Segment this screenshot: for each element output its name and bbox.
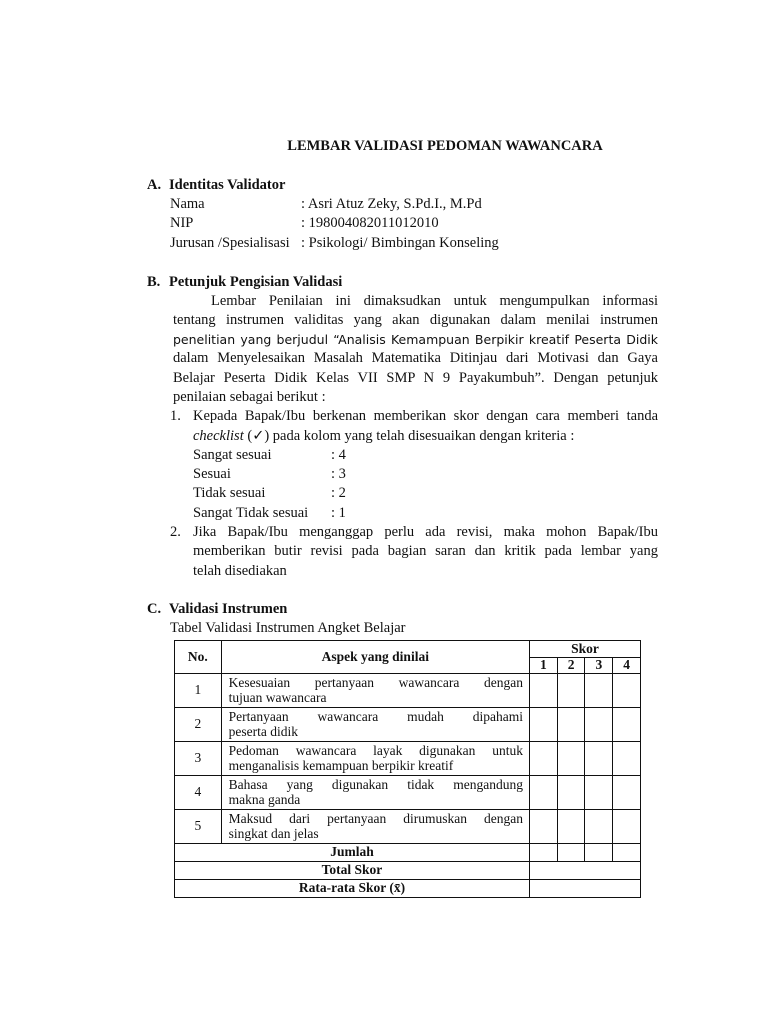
jumlah-cell-2[interactable]	[557, 844, 585, 862]
section-a-letter: A.	[147, 177, 162, 193]
item-2-line-1: Jika Bapak/Ibu menganggap perlu ada revisi, maka mohon Bapak/Ibu	[193, 524, 658, 540]
score-cell-1[interactable]	[529, 810, 557, 844]
row-aspect	[221, 708, 529, 742]
table-row	[175, 674, 641, 708]
table-caption: Tabel Validasi Instrumen Angket Belajar	[170, 620, 406, 636]
criteria-row	[193, 446, 346, 466]
table-row	[175, 742, 641, 776]
total-value-cell[interactable]	[529, 862, 640, 880]
row-number: 5	[175, 810, 222, 844]
score-cell-3[interactable]	[585, 810, 613, 844]
row-aspect-line-2: peserta didik	[228, 723, 299, 739]
header-aspek: Aspek yang dinilai	[221, 641, 529, 674]
jumlah-label: Jumlah	[175, 844, 530, 862]
row-number: 1	[175, 674, 222, 708]
score-cell-3[interactable]	[585, 708, 613, 742]
item-2-line-3: telah disediakan	[193, 563, 287, 579]
score-cell-2[interactable]	[557, 708, 585, 742]
row-aspect	[221, 742, 529, 776]
score-cell-4[interactable]	[613, 742, 641, 776]
table-row	[175, 810, 641, 844]
validator-name-value: : Asri Atuz Zeky, S.Pd.I., M.Pd	[301, 196, 482, 212]
validator-jurusan-label: Jurusan /Spesialisasi	[170, 235, 290, 251]
header-skor-4: 4	[613, 658, 641, 674]
table-row	[175, 708, 641, 742]
section-b-letter: B.	[147, 274, 161, 290]
score-cell-2[interactable]	[557, 742, 585, 776]
item-2-number: 2.	[170, 524, 181, 540]
row-aspect-line-2: makna ganda	[228, 791, 301, 807]
score-cell-2[interactable]	[557, 776, 585, 810]
paragraph-line-2: tentang instrumen validitas yang akan digunakan dalam menilai instrumen	[173, 312, 658, 328]
table-row	[175, 776, 641, 810]
score-cell-2[interactable]	[557, 810, 585, 844]
criteria-value: : 1	[331, 505, 346, 521]
validator-nip-value: : 198004082011012010	[301, 215, 439, 231]
row-number: 3	[175, 742, 222, 776]
total-label: Total Skor	[175, 862, 530, 880]
section-c-letter: C.	[147, 601, 162, 617]
section-a-title: Identitas Validator	[169, 177, 286, 193]
section-b-heading	[147, 273, 342, 293]
paragraph-line-5: Belajar Peserta Didik Kelas VII SMP N 9 Payakumbuh”. Dengan petunjuk	[173, 370, 658, 386]
section-a-heading	[147, 176, 285, 196]
paragraph-line-3: penelitian yang berjudul “Analisis Kemampuan Berpikir kreatif Peserta Didik	[173, 332, 658, 347]
row-aspect-line-1: Pertanyaan wawancara mudah dipahami	[228, 709, 523, 724]
criteria-value: : 2	[331, 485, 346, 501]
total-row	[175, 862, 641, 880]
score-cell-4[interactable]	[613, 674, 641, 708]
paragraph-line-4: dalam Menyelesaikan Masalah Matematika Ditinjau dari Motivasi dan Gaya	[173, 350, 658, 366]
criteria-row	[193, 465, 346, 485]
checklist-term: checklist	[193, 428, 244, 444]
criteria-value: : 3	[331, 466, 346, 482]
rata-label: Rata-rata Skor (x̄)	[175, 880, 530, 898]
row-aspect-line-2: tujuan wawancara	[228, 689, 327, 705]
row-aspect	[221, 776, 529, 810]
row-aspect-line-1: Maksud dari pertanyaan dirumuskan dengan	[228, 811, 523, 826]
paragraph-line-6: penilaian sebagai berikut :	[173, 389, 326, 405]
jumlah-cell-1[interactable]	[529, 844, 557, 862]
score-cell-1[interactable]	[529, 708, 557, 742]
section-c-title: Validasi Instrumen	[169, 601, 288, 617]
header-skor: Skor	[529, 641, 640, 658]
row-aspect-line-1: Kesesuaian pertanyaan wawancara dengan	[228, 675, 523, 690]
validation-table	[174, 640, 641, 898]
score-cell-1[interactable]	[529, 674, 557, 708]
header-skor-3: 3	[585, 658, 613, 674]
validator-jurusan-value: : Psikologi/ Bimbingan Konseling	[301, 235, 499, 251]
rata-value-cell[interactable]	[529, 880, 640, 898]
section-c-heading	[147, 600, 287, 620]
criteria-row	[193, 484, 346, 504]
item-1-line-1: Kepada Bapak/Ibu berkenan memberikan skor dengan cara memberi tanda	[193, 408, 658, 424]
jumlah-cell-3[interactable]	[585, 844, 613, 862]
item-1-line-2-rest: (✓) pada kolom yang telah disesuaikan dengan kriteria :	[243, 428, 575, 444]
rata-row	[175, 880, 641, 898]
score-cell-3[interactable]	[585, 674, 613, 708]
criteria-label: Sangat sesuai	[193, 447, 272, 463]
row-number: 4	[175, 776, 222, 810]
row-aspect	[221, 674, 529, 708]
validator-nip-row	[170, 214, 439, 234]
item-1-line-2	[193, 427, 574, 447]
criteria-label: Sangat Tidak sesuai	[193, 505, 309, 521]
row-number: 2	[175, 708, 222, 742]
header-skor-1: 1	[529, 658, 557, 674]
criteria-label: Sesuai	[193, 466, 231, 482]
header-skor-2: 2	[557, 658, 585, 674]
jumlah-cell-4[interactable]	[613, 844, 641, 862]
score-cell-4[interactable]	[613, 810, 641, 844]
criteria-value: : 4	[331, 447, 346, 463]
criteria-row	[193, 504, 346, 524]
score-cell-1[interactable]	[529, 776, 557, 810]
validator-name-label: Nama	[170, 196, 205, 212]
validator-nip-label: NIP	[170, 215, 194, 231]
row-aspect-line-1: Pedoman wawancara layak digunakan untuk	[228, 743, 523, 758]
score-cell-3[interactable]	[585, 742, 613, 776]
score-cell-3[interactable]	[585, 776, 613, 810]
score-cell-1[interactable]	[529, 742, 557, 776]
validator-name-row	[170, 195, 482, 215]
row-aspect-line-2: singkat dan jelas	[228, 825, 319, 841]
row-aspect-line-1: Bahasa yang digunakan tidak mengandung	[228, 777, 523, 792]
score-cell-4[interactable]	[613, 708, 641, 742]
jumlah-row	[175, 844, 641, 862]
score-cell-4[interactable]	[613, 776, 641, 810]
section-b-title: Petunjuk Pengisian Validasi	[169, 274, 343, 290]
paragraph-line-1: Lembar Penilaian ini dimaksudkan untuk mengumpulkan informasi	[211, 293, 658, 309]
header-no: No.	[175, 641, 222, 674]
row-aspect-line-2: menganalisis kemampuan berpikir kreatif	[228, 757, 454, 773]
page-title: LEMBAR VALIDASI PEDOMAN WAWANCARA	[287, 138, 603, 154]
score-cell-2[interactable]	[557, 674, 585, 708]
item-2-line-2: memberikan butir revisi pada bagian saran dan kritik pada lembar yang	[193, 543, 658, 559]
validator-jurusan-row	[170, 234, 499, 254]
item-1-number: 1.	[170, 408, 181, 424]
criteria-label: Tidak sesuai	[193, 485, 266, 501]
row-aspect	[221, 810, 529, 844]
